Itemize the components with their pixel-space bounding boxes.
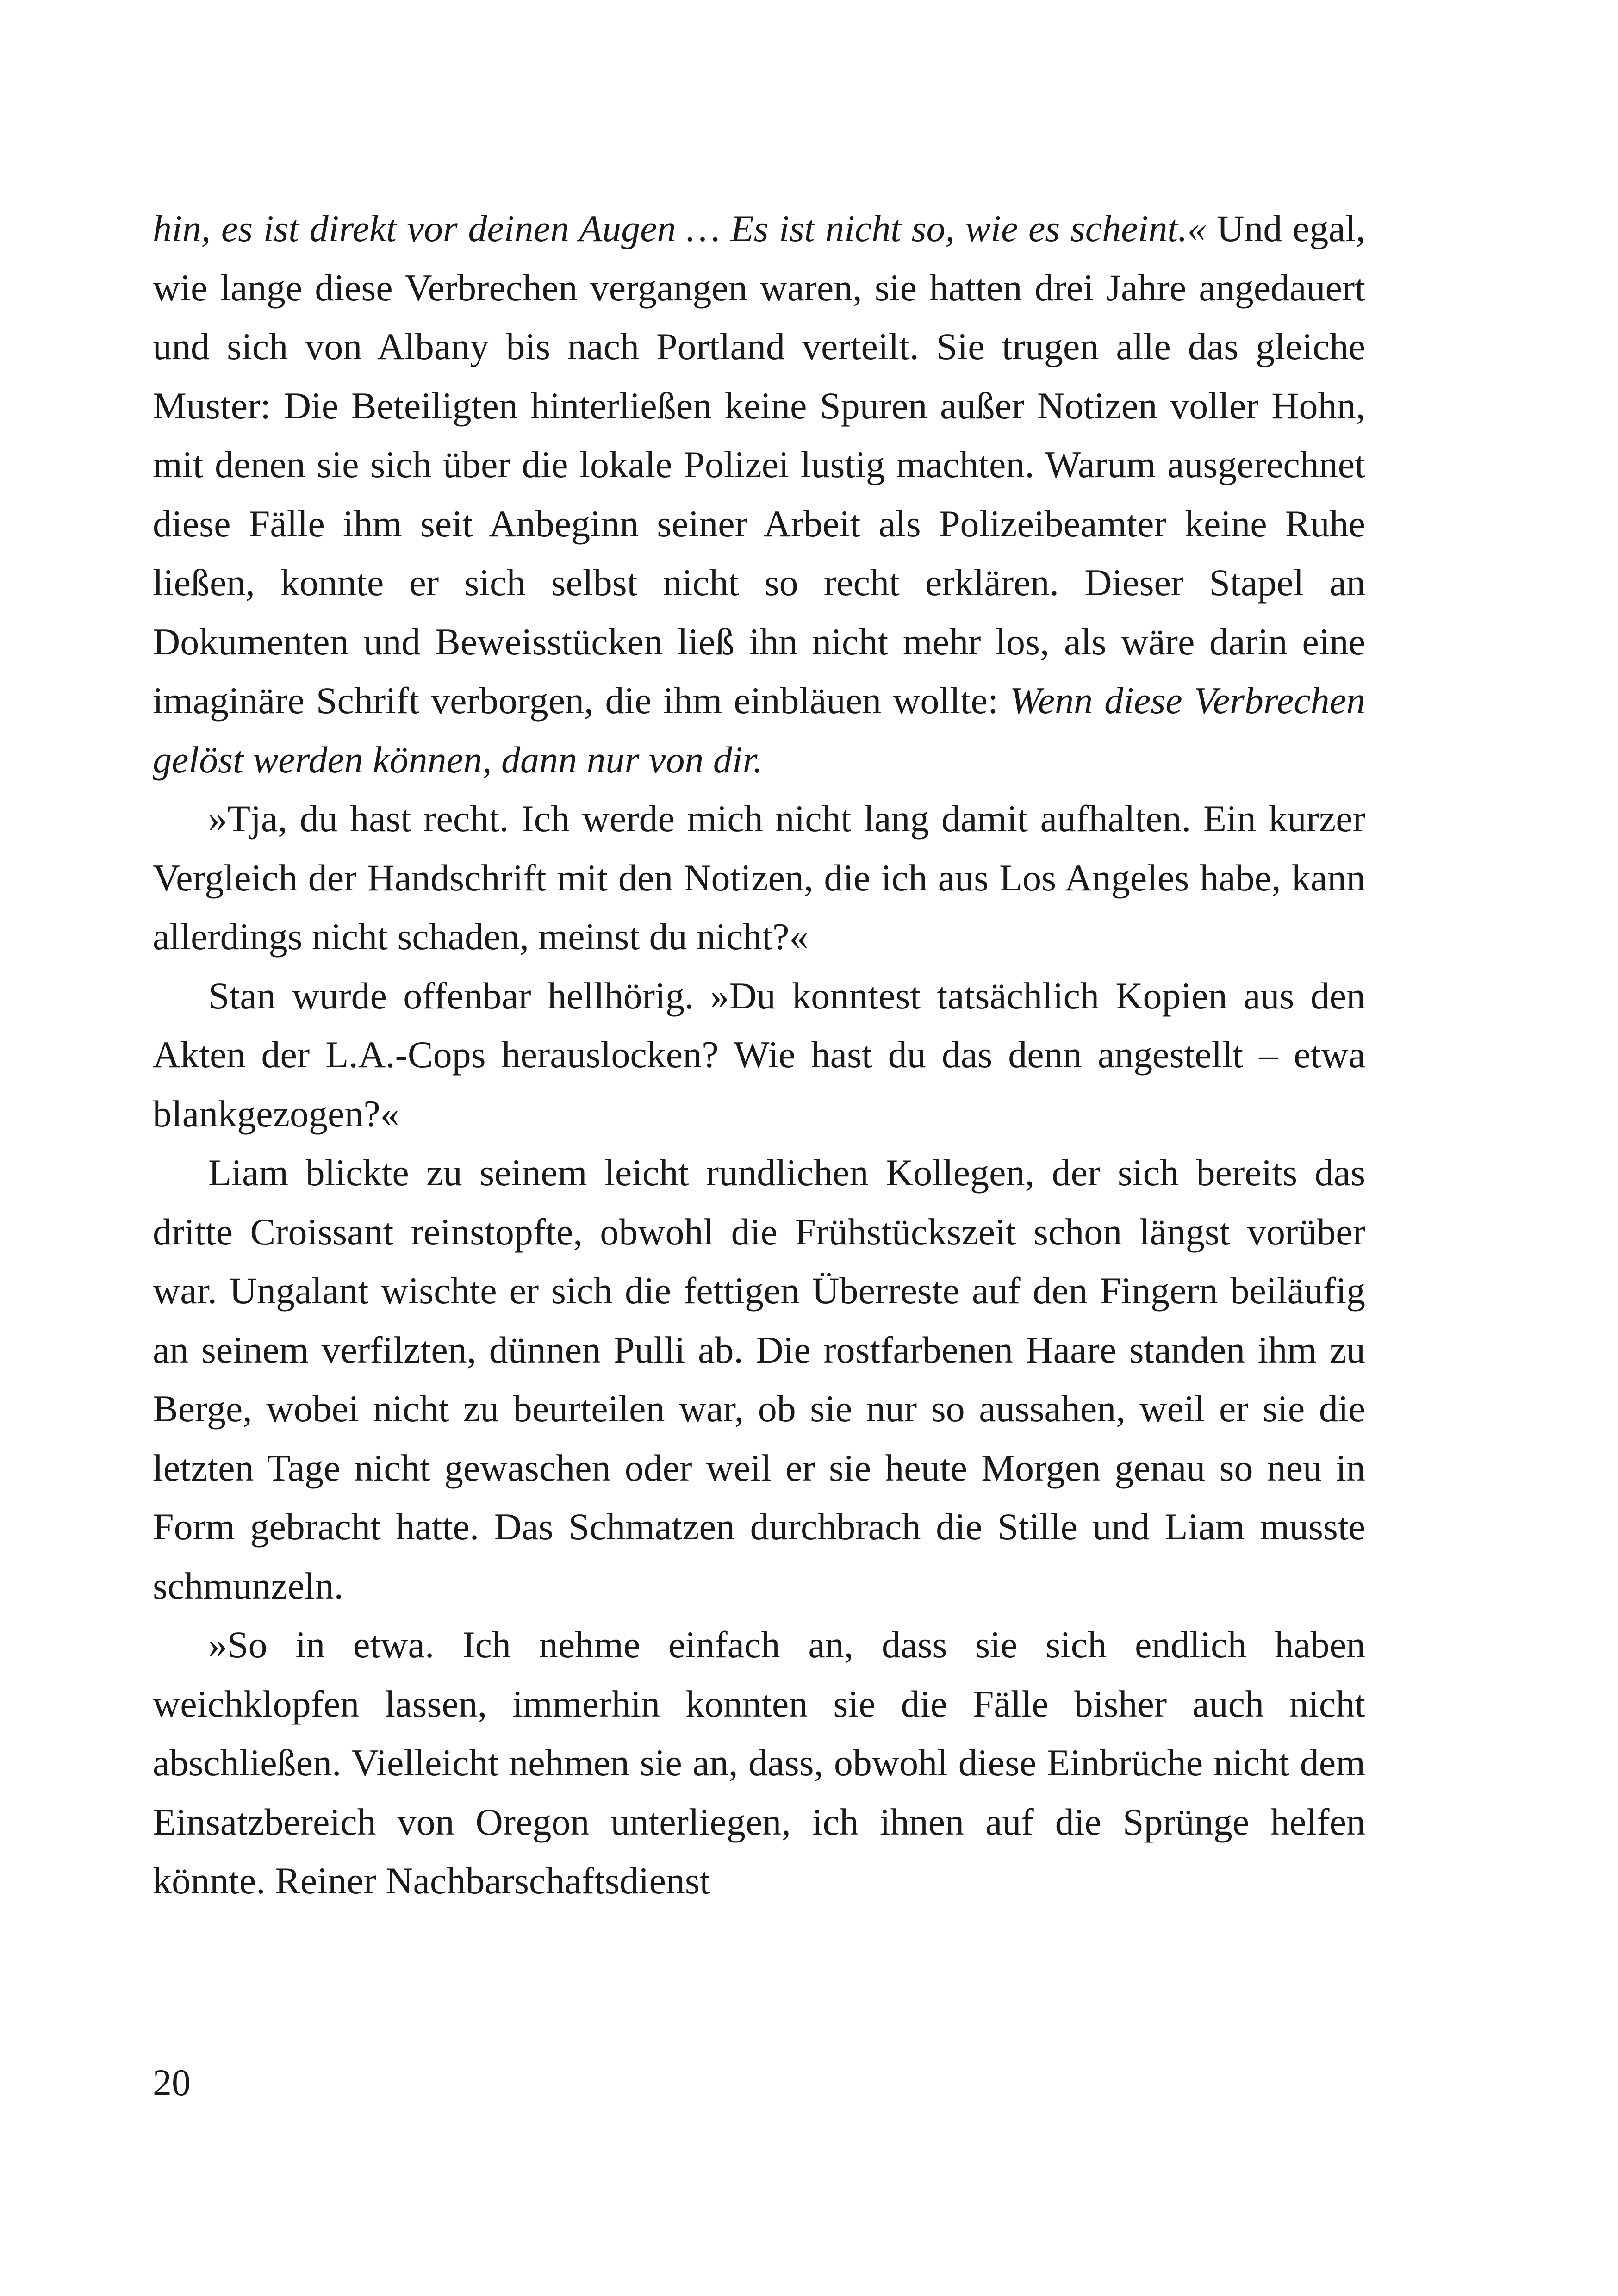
page-number: 20 bbox=[153, 2061, 191, 2103]
italic-thought: Wenn diese Verbrechen gelöst werden können, dann nur von dir. bbox=[153, 679, 1365, 781]
paragraph-text: Und egal, wie lange diese Verbrechen vergangen waren, sie hatten drei Jahre angedauert und sich von Albany bis nach Portland verteilt. Sie trugen alle das gleiche Muster: Die Beteiligten hinterließen keine Spuren außer Notizen voller Hohn, mit denen sie sich über die lokale Polizei lustig machten. Warum ausgerechnet diese Fälle ihm seit Anbeginn seiner Arbeit als Polizeibeamter keine Ruhe ließen, konnte er sich selbst nicht so recht erklären. Dieser Stapel an Dokumenten und Beweisstücken ließ ihn nicht mehr los, als wäre darin eine imaginäre Schrift verborgen, die ihm einbläuen wollte: bbox=[153, 207, 1366, 722]
paragraph-5: »So in etwa. Ich nehme einfach an, dass sie sich endlich haben weichklopfen lassen, immerhin konnten sie die Fälle bisher auch nicht abschließen. Vielleicht nehmen sie an, dass, obwohl diese Einbrüche nicht dem Einsatzbereich von Oregon unterliegen, ich ihnen auf die Sprünge helfen könnte. Reiner Nachbarschaftsdienst bbox=[153, 1624, 1365, 1902]
italic-quote: hin, es ist direkt vor deinen Augen … Es ist nicht so, wie es scheint.« bbox=[153, 207, 1207, 249]
paragraph-3: Stan wurde offenbar hellhörig. »Du konntest tatsächlich Kopien aus den Akten der L.A.-Cops herauslocken? Wie hast du das denn angestellt – etwa blankgezogen?« bbox=[153, 974, 1365, 1135]
paragraph-4: Liam blickte zu seinem leicht rundlichen Kollegen, der sich bereits das dritte Croissant reinstopfte, obwohl die Frühstückszeit schon längst vorüber war. Ungalant wischte er sich die fettigen Überreste auf den Fingern beiläufig an seinem verfilzten, dünnen Pulli ab. Die rostfarbenen Haare standen ihm zu Berge, wobei nicht zu beurteilen war, ob sie nur so aussahen, weil er sie die letzten Tage nicht gewaschen oder weil er sie heute Morgen genau so neu in Form gebracht hatte. Das Schmatzen durchbrach die Stille und Liam musste schmunzeln. bbox=[153, 1151, 1365, 1607]
paragraph-1 bbox=[153, 199, 1365, 789]
body-text bbox=[153, 199, 1365, 1910]
paragraph-2: »Tja, du hast recht. Ich werde mich nicht lang damit aufhalten. Ein kurzer Vergleich der Handschrift mit den Notizen, die ich aus Los Angeles habe, kann allerdings nicht schaden, meinst du nicht?« bbox=[153, 797, 1365, 958]
